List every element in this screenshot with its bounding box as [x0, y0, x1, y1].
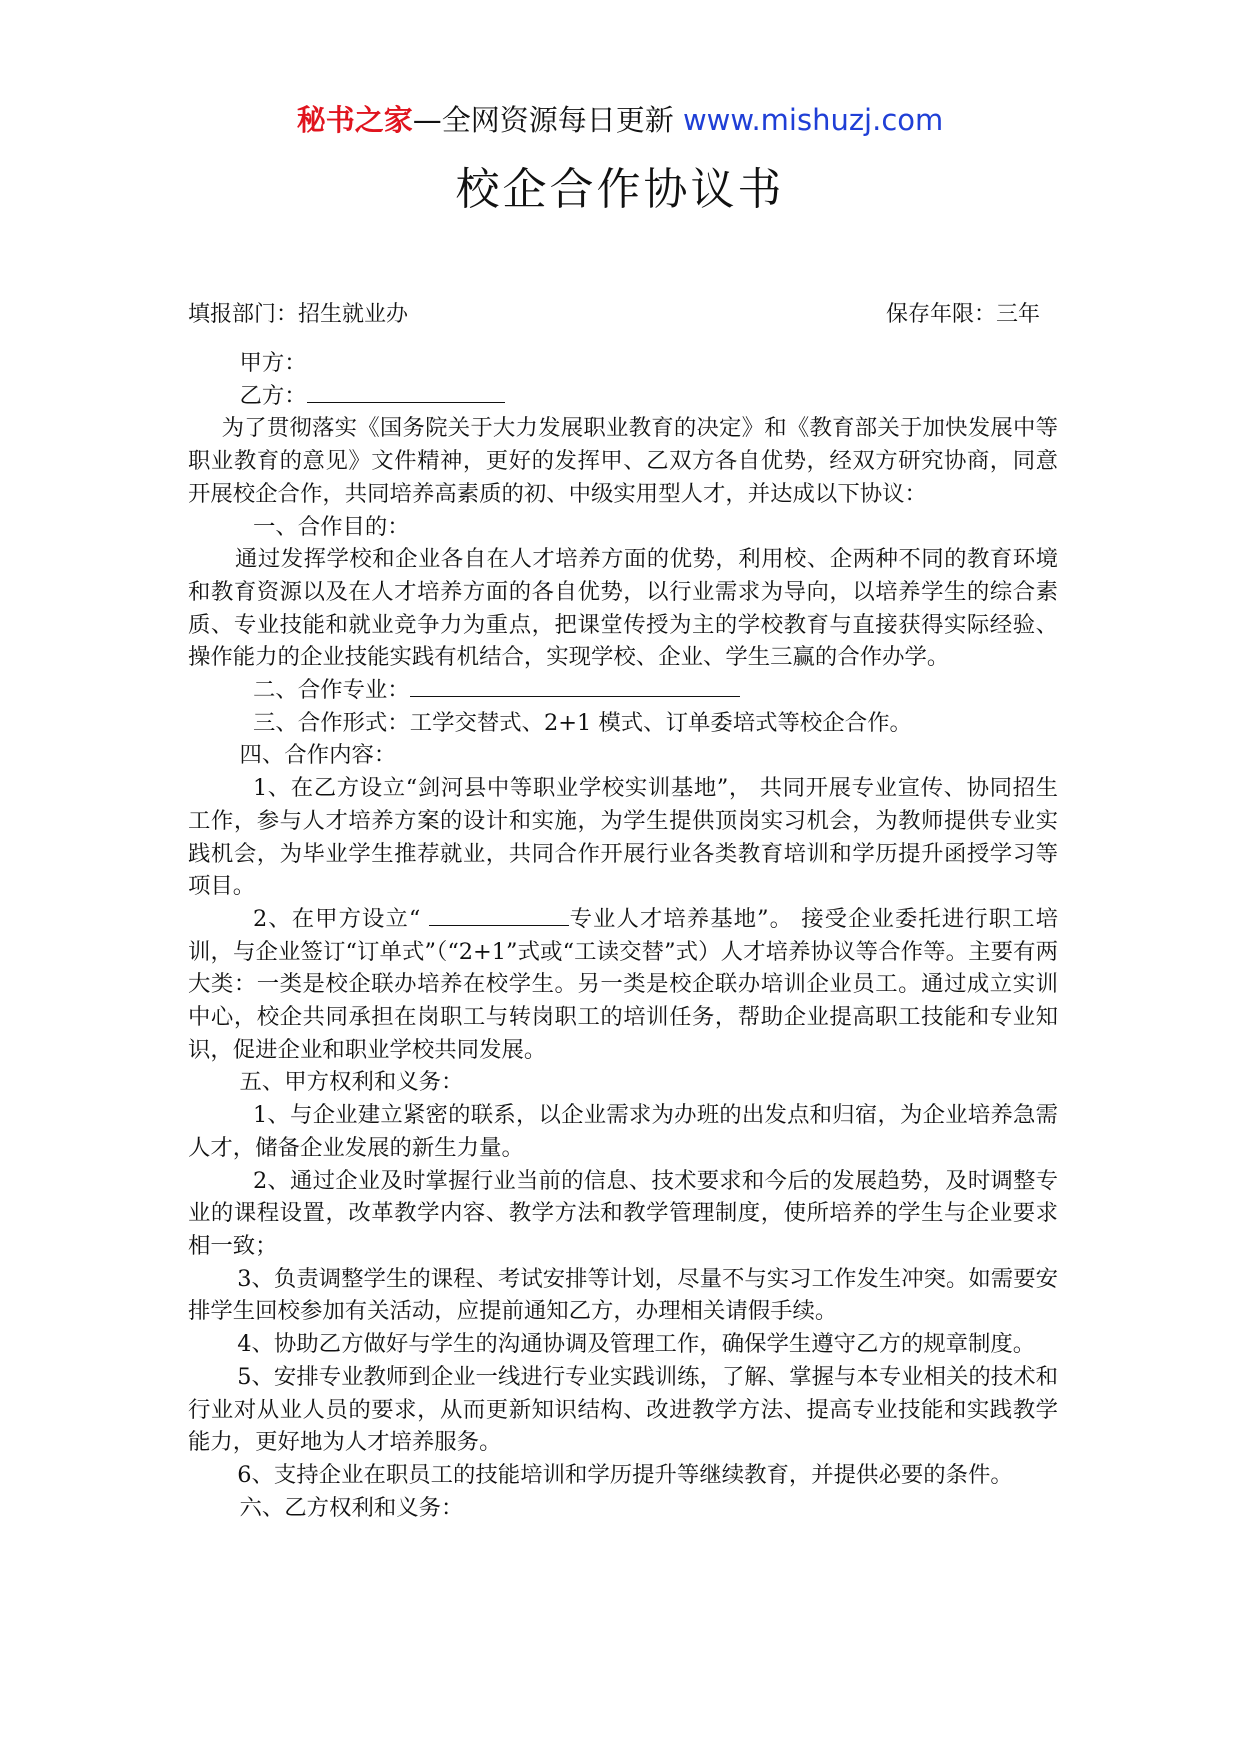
retention-label: 保存年限：: [885, 302, 996, 327]
retention-value: 三年: [995, 302, 1040, 327]
section-5-item-3: 3、负责调整学生的课程、考试安排等计划，尽量不与实习工作发生冲突。如需要安排学生回校参加有关活动，应提前通知乙方，办理相关请假手续。: [188, 1265, 1058, 1325]
site-banner: [0, 100, 1240, 140]
section-3-body: 工学交替式、2+1 模式、订单委培式等校企合作。: [409, 709, 912, 736]
department-value: 招生就业办: [298, 302, 409, 327]
section-2-heading: 二、合作专业：: [252, 677, 410, 704]
site-url-link[interactable]: www.mishuzj.com: [682, 103, 944, 137]
section-5-heading: 五、甲方权利和义务：: [239, 1069, 464, 1096]
party-b-label: 乙方：: [239, 382, 307, 409]
section-4-item-2: [188, 903, 1058, 1067]
section-5-item-1: 1、与企业建立紧密的联系，以企业需求为办班的出发点和归宿，为企业培养急需人才，储备企业发展的新生力量。: [188, 1102, 1058, 1161]
section-5-item-6: 6、支持企业在职员工的技能培训和学历提升等继续教育，并提供必要的条件。: [237, 1461, 1013, 1488]
section-2-line: [188, 674, 1058, 707]
section-4-item-2-prefix: 2、在甲方设立“: [252, 905, 429, 932]
section-5-item-4: 4、协助乙方做好与学生的沟通协调及管理工作，确保学生遵守乙方的规章制度。: [237, 1331, 1036, 1358]
department-field: [188, 300, 408, 330]
party-b-blank: [307, 380, 505, 403]
section-4-item-2-text: 专业人才培养基地”。 接受企业委托进行职工培训，与企业签订“订单式”（“2+1”式或“工读交替”式）人才培养协议等合作等。主要有两大类：一类是校企联办培养在校学生。另一类是校企联办培训企业员工。通过成立实训中心，校企共同承担在岗职工与转岗职工的培训任务，帮助企业提高职工技能和专业知识，促进企业和职业学校共同发展。: [188, 905, 1058, 1063]
agreement-body: [188, 347, 1058, 1524]
section-4-item-1: 1、在乙方设立“剑河县中等职业学校实训基地”， 共同开展专业宣传、协同招生工作，参与人才培养方案的设计和实施，为学生提供顶岗实习机会，为教师提供专业实践机会，为毕业学生推荐就业，共同合作开展行业各类教育培训和学历提升函授学习等项目。: [188, 775, 1058, 900]
section-5-item-2: 2、通过企业及时掌握行业当前的信息、技术要求和今后的发展趋势，及时调整专业的课程设置，改革教学内容、教学方法和教学管理制度，使所培养的学生与企业要求相一致；: [188, 1167, 1058, 1259]
section-3-heading: 三、合作形式：: [252, 709, 410, 736]
department-label: 填报部门：: [188, 302, 299, 327]
cooperation-major-blank: [410, 674, 740, 697]
document-title: 校企合作协议书: [455, 164, 785, 215]
section-1-heading: 一、合作目的：: [252, 513, 410, 540]
base-major-blank: [429, 903, 569, 926]
party-b-line: [188, 380, 1058, 413]
section-3-line: [188, 707, 1058, 740]
intro-paragraph: 为了贯彻落实《国务院关于大力发展职业教育的决定》和《教育部关于加快发展中等职业教育的意见》文件精神，更好的发挥甲、乙双方各自优势，经双方研究协商，同意开展校企合作，共同培养高素质的初、中级实用型人才，并达成以下协议：: [188, 415, 1058, 507]
banner-slogan: —全网资源每日更新: [412, 103, 674, 137]
brand-name: 秘书之家: [296, 103, 413, 137]
section-1-body: 通过发挥学校和企业各自在人才培养方面的优势，利用校、企两种不同的教育环境和教育资源以及在人才培养方面的各自优势，以行业需求为导向，以培养学生的综合素质、专业技能和就业竞争力为重点，把课堂传授为主的学校教育与直接获得实际经验、操作能力的企业技能实践有机结合，实现学校、企业、学生三赢的合作办学。: [188, 546, 1058, 671]
party-a-label: 甲方：: [239, 350, 307, 376]
section-4-heading: 四、合作内容：: [239, 742, 397, 769]
section-6-heading: 六、乙方权利和义务：: [239, 1494, 464, 1521]
party-a-line: [188, 347, 1058, 380]
section-5-item-5: 5、安排专业教师到企业一线进行专业实践训练，了解、掌握与本专业相关的技术和行业对从业人员的要求，从而更新知识结构、改进教学方法、提高专业技能和实践教学能力，更好地为人才培养服务。: [188, 1363, 1058, 1456]
retention-field: [886, 300, 1040, 330]
